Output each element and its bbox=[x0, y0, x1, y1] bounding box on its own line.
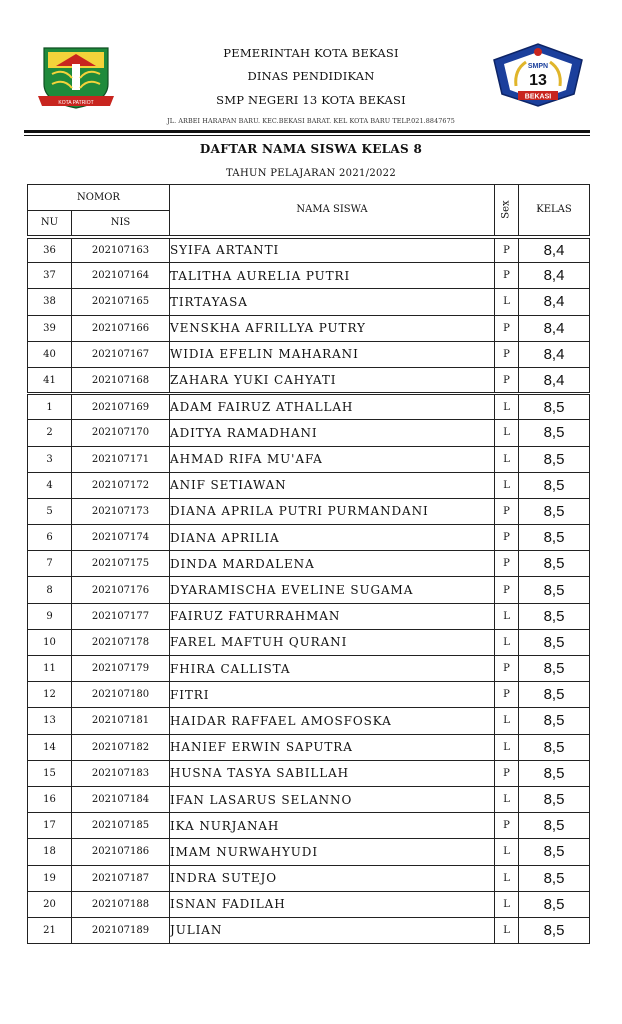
cell-sex: L bbox=[495, 629, 519, 655]
cell-nama-siswa: ADAM FAIRUZ ATHALLAH bbox=[170, 394, 495, 420]
cell-nu: 40 bbox=[28, 341, 72, 367]
cell-sex: P bbox=[495, 237, 519, 263]
cell-kelas: 8,5 bbox=[519, 839, 590, 865]
school-address: JL. ARBEI HARAPAN BARU. KEC.BEKASI BARAT. KEL KOTA BARU TELP.021.8847675 bbox=[167, 117, 455, 125]
table-row bbox=[28, 446, 590, 472]
cell-nu: 20 bbox=[28, 891, 72, 917]
emblem-caption: KOTA PATRIOT bbox=[58, 100, 94, 106]
cell-nis: 202107180 bbox=[72, 682, 170, 708]
cell-nama-siswa: FHIRA CALLISTA bbox=[170, 656, 495, 682]
cell-nu: 7 bbox=[28, 551, 72, 577]
cell-kelas: 8,4 bbox=[519, 263, 590, 289]
table-row bbox=[28, 472, 590, 498]
cell-nama-siswa: ZAHARA YUKI CAHYATI bbox=[170, 367, 495, 393]
table-header bbox=[28, 185, 590, 237]
cell-nama-siswa: JULIAN bbox=[170, 917, 495, 943]
cell-nu: 11 bbox=[28, 656, 72, 682]
cell-nis: 202107177 bbox=[72, 603, 170, 629]
cell-nama-siswa: IKA NURJANAH bbox=[170, 813, 495, 839]
letterhead-divider bbox=[24, 130, 590, 133]
table-row bbox=[28, 498, 590, 524]
cell-nis: 202107171 bbox=[72, 446, 170, 472]
table-row bbox=[28, 525, 590, 551]
cell-sex: P bbox=[495, 263, 519, 289]
cell-nu: 13 bbox=[28, 708, 72, 734]
cell-nu: 15 bbox=[28, 760, 72, 786]
badge-bottom-text: BEKASI bbox=[524, 93, 552, 101]
header-sex bbox=[495, 185, 519, 237]
cell-kelas: 8,4 bbox=[519, 341, 590, 367]
cell-sex: L bbox=[495, 786, 519, 812]
cell-nama-siswa: ANIF SETIAWAN bbox=[170, 472, 495, 498]
cell-kelas: 8,5 bbox=[519, 656, 590, 682]
cell-kelas: 8,5 bbox=[519, 786, 590, 812]
cell-nu: 17 bbox=[28, 813, 72, 839]
cell-kelas: 8,5 bbox=[519, 917, 590, 943]
table-row bbox=[28, 734, 590, 760]
cell-nu: 41 bbox=[28, 367, 72, 393]
cell-nama-siswa: DYARAMISCHA EVELINE SUGAMA bbox=[170, 577, 495, 603]
cell-nama-siswa: IMAM NURWAHYUDI bbox=[170, 839, 495, 865]
cell-nu: 19 bbox=[28, 865, 72, 891]
table-row bbox=[28, 315, 590, 341]
academic-year: TAHUN PELAJARAN 2021/2022 bbox=[226, 168, 396, 179]
cell-sex: P bbox=[495, 682, 519, 708]
cell-nis: 202107179 bbox=[72, 656, 170, 682]
cell-nis: 202107164 bbox=[72, 263, 170, 289]
cell-nis: 202107174 bbox=[72, 525, 170, 551]
table-row bbox=[28, 656, 590, 682]
cell-kelas: 8,5 bbox=[519, 708, 590, 734]
table-row bbox=[28, 577, 590, 603]
cell-sex: L bbox=[495, 603, 519, 629]
cell-kelas: 8,5 bbox=[519, 891, 590, 917]
badge-top-text: SMPN bbox=[527, 63, 549, 70]
school-name: SMP NEGERI 13 KOTA BEKASI bbox=[216, 93, 406, 107]
header-nis: NIS bbox=[72, 211, 170, 237]
table-row bbox=[28, 289, 590, 315]
table-row bbox=[28, 813, 590, 839]
cell-nu: 8 bbox=[28, 577, 72, 603]
cell-nis: 202107189 bbox=[72, 917, 170, 943]
cell-kelas: 8,4 bbox=[519, 367, 590, 393]
cell-sex: P bbox=[495, 367, 519, 393]
cell-kelas: 8,5 bbox=[519, 813, 590, 839]
cell-nu: 5 bbox=[28, 498, 72, 524]
cell-nama-siswa: DIANA APRILIA bbox=[170, 525, 495, 551]
cell-kelas: 8,5 bbox=[519, 420, 590, 446]
table-row bbox=[28, 708, 590, 734]
cell-nu: 37 bbox=[28, 263, 72, 289]
cell-sex: P bbox=[495, 341, 519, 367]
cell-sex: P bbox=[495, 498, 519, 524]
cell-kelas: 8,5 bbox=[519, 446, 590, 472]
cell-nis: 202107167 bbox=[72, 341, 170, 367]
cell-nu: 18 bbox=[28, 839, 72, 865]
cell-nis: 202107187 bbox=[72, 865, 170, 891]
table-row bbox=[28, 551, 590, 577]
table-row bbox=[28, 367, 590, 393]
table-row bbox=[28, 891, 590, 917]
letterhead bbox=[0, 0, 622, 140]
cell-nis: 202107183 bbox=[72, 760, 170, 786]
smpn-13-badge-icon bbox=[486, 40, 590, 110]
cell-nama-siswa: HUSNA TASYA SABILLAH bbox=[170, 760, 495, 786]
table-row bbox=[28, 394, 590, 420]
cell-nu: 6 bbox=[28, 525, 72, 551]
cell-nis: 202107166 bbox=[72, 315, 170, 341]
cell-nama-siswa: TIRTAYASA bbox=[170, 289, 495, 315]
cell-nama-siswa: FAREL MAFTUH QURANI bbox=[170, 629, 495, 655]
cell-nis: 202107176 bbox=[72, 577, 170, 603]
cell-nis: 202107168 bbox=[72, 367, 170, 393]
cell-nis: 202107186 bbox=[72, 839, 170, 865]
cell-kelas: 8,4 bbox=[519, 315, 590, 341]
cell-kelas: 8,5 bbox=[519, 394, 590, 420]
cell-sex: L bbox=[495, 394, 519, 420]
cell-nu: 2 bbox=[28, 420, 72, 446]
table-row bbox=[28, 263, 590, 289]
cell-sex: P bbox=[495, 760, 519, 786]
cell-nu: 36 bbox=[28, 237, 72, 263]
cell-sex: P bbox=[495, 813, 519, 839]
cell-kelas: 8,4 bbox=[519, 237, 590, 263]
cell-sex: L bbox=[495, 865, 519, 891]
cell-sex: L bbox=[495, 472, 519, 498]
cell-nis: 202107185 bbox=[72, 813, 170, 839]
government-name: PEMERINTAH KOTA BEKASI bbox=[223, 46, 399, 60]
cell-nu: 16 bbox=[28, 786, 72, 812]
cell-nama-siswa: AHMAD RIFA MU'AFA bbox=[170, 446, 495, 472]
cell-kelas: 8,5 bbox=[519, 629, 590, 655]
cell-kelas: 8,5 bbox=[519, 551, 590, 577]
cell-nis: 202107163 bbox=[72, 237, 170, 263]
cell-nama-siswa: ADITYA RAMADHANI bbox=[170, 420, 495, 446]
cell-sex: P bbox=[495, 551, 519, 577]
cell-nis: 202107188 bbox=[72, 891, 170, 917]
cell-nis: 202107184 bbox=[72, 786, 170, 812]
table-row bbox=[28, 682, 590, 708]
cell-kelas: 8,5 bbox=[519, 498, 590, 524]
cell-nama-siswa: ISNAN FADILAH bbox=[170, 891, 495, 917]
letterhead-divider-thin bbox=[24, 135, 590, 136]
cell-sex: L bbox=[495, 420, 519, 446]
cell-nama-siswa: FITRI bbox=[170, 682, 495, 708]
header-sex-label: Sex bbox=[501, 200, 513, 219]
cell-sex: L bbox=[495, 839, 519, 865]
cell-kelas: 8,5 bbox=[519, 577, 590, 603]
cell-kelas: 8,5 bbox=[519, 760, 590, 786]
cell-sex: L bbox=[495, 289, 519, 315]
cell-sex: L bbox=[495, 891, 519, 917]
cell-nama-siswa: HAIDAR RAFFAEL AMOSFOSKA bbox=[170, 708, 495, 734]
cell-nis: 202107172 bbox=[72, 472, 170, 498]
table-body bbox=[28, 237, 590, 944]
cell-nama-siswa: IFAN LASARUS SELANNO bbox=[170, 786, 495, 812]
cell-kelas: 8,5 bbox=[519, 734, 590, 760]
student-roster-table bbox=[27, 184, 590, 944]
cell-sex: L bbox=[495, 734, 519, 760]
table-row bbox=[28, 865, 590, 891]
cell-nis: 202107170 bbox=[72, 420, 170, 446]
header-nama-siswa: NAMA SISWA bbox=[170, 185, 495, 237]
cell-nama-siswa: FAIRUZ FATURRAHMAN bbox=[170, 603, 495, 629]
cell-nama-siswa: HANIEF ERWIN SAPUTRA bbox=[170, 734, 495, 760]
cell-kelas: 8,5 bbox=[519, 865, 590, 891]
cell-sex: L bbox=[495, 708, 519, 734]
cell-kelas: 8,5 bbox=[519, 472, 590, 498]
header-kelas: KELAS bbox=[519, 185, 590, 237]
cell-nu: 39 bbox=[28, 315, 72, 341]
table-row bbox=[28, 786, 590, 812]
cell-nu: 21 bbox=[28, 917, 72, 943]
cell-nis: 202107169 bbox=[72, 394, 170, 420]
header-nu: NU bbox=[28, 211, 72, 237]
cell-nu: 12 bbox=[28, 682, 72, 708]
cell-nu: 10 bbox=[28, 629, 72, 655]
badge-number: 13 bbox=[529, 72, 547, 89]
table-row bbox=[28, 839, 590, 865]
table-row bbox=[28, 420, 590, 446]
department-name: DINAS PENDIDIKAN bbox=[247, 69, 375, 83]
cell-nama-siswa: DINDA MARDALENA bbox=[170, 551, 495, 577]
cell-nama-siswa: VENSKHA AFRILLYA PUTRY bbox=[170, 315, 495, 341]
cell-nu: 38 bbox=[28, 289, 72, 315]
document-title: DAFTAR NAMA SISWA KELAS 8 bbox=[199, 142, 423, 156]
cell-kelas: 8,5 bbox=[519, 525, 590, 551]
cell-nu: 14 bbox=[28, 734, 72, 760]
cell-kelas: 8,4 bbox=[519, 289, 590, 315]
cell-nu: 3 bbox=[28, 446, 72, 472]
table-row bbox=[28, 760, 590, 786]
table-row bbox=[28, 629, 590, 655]
cell-sex: L bbox=[495, 446, 519, 472]
table-row bbox=[28, 917, 590, 943]
cell-nu: 1 bbox=[28, 394, 72, 420]
cell-nis: 202107165 bbox=[72, 289, 170, 315]
table-row bbox=[28, 237, 590, 263]
cell-sex: P bbox=[495, 656, 519, 682]
header-nomor: NOMOR bbox=[28, 185, 170, 211]
cell-nis: 202107173 bbox=[72, 498, 170, 524]
cell-nis: 202107175 bbox=[72, 551, 170, 577]
cell-sex: P bbox=[495, 577, 519, 603]
cell-nama-siswa: INDRA SUTEJO bbox=[170, 865, 495, 891]
cell-nama-siswa: TALITHA AURELIA PUTRI bbox=[170, 263, 495, 289]
cell-nis: 202107181 bbox=[72, 708, 170, 734]
cell-nis: 202107178 bbox=[72, 629, 170, 655]
cell-nama-siswa: DIANA APRILA PUTRI PURMANDANI bbox=[170, 498, 495, 524]
cell-nu: 9 bbox=[28, 603, 72, 629]
cell-nis: 202107182 bbox=[72, 734, 170, 760]
cell-nama-siswa: WIDIA EFELIN MAHARANI bbox=[170, 341, 495, 367]
table-row bbox=[28, 341, 590, 367]
cell-sex: P bbox=[495, 315, 519, 341]
cell-kelas: 8,5 bbox=[519, 682, 590, 708]
cell-sex: P bbox=[495, 525, 519, 551]
table-row bbox=[28, 603, 590, 629]
cell-kelas: 8,5 bbox=[519, 603, 590, 629]
cell-nama-siswa: SYIFA ARTANTI bbox=[170, 237, 495, 263]
cell-nu: 4 bbox=[28, 472, 72, 498]
cell-sex: L bbox=[495, 917, 519, 943]
